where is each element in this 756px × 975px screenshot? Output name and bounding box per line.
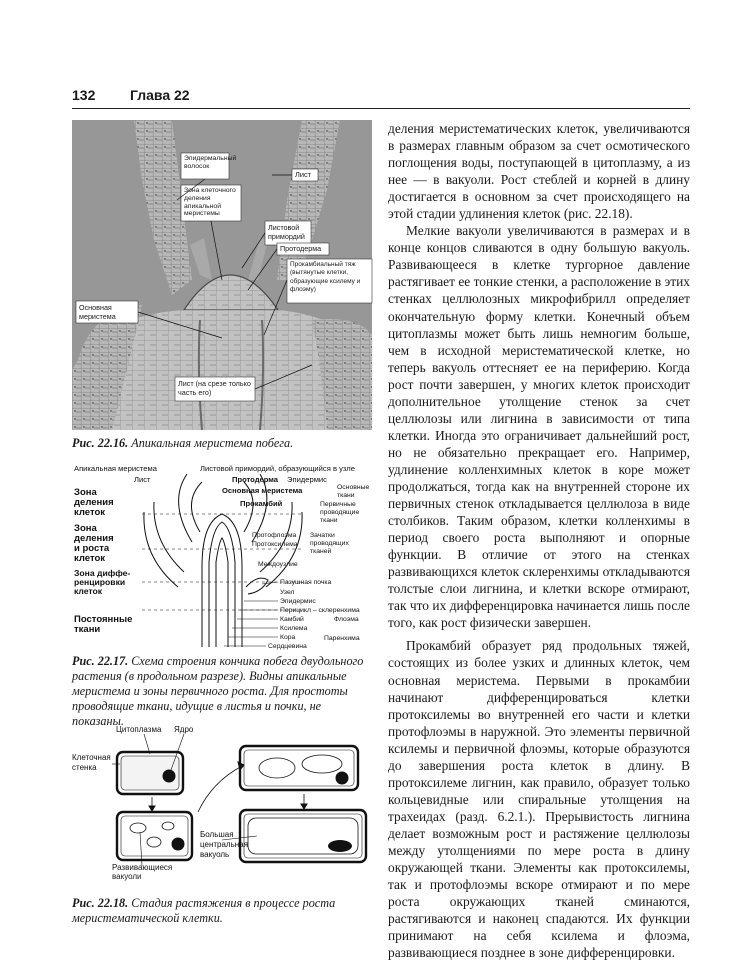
caption-text: Схема строения кончика побега двудольного растения (в продольном разрезе). Видны апикальные меристема и зоны первичного роста. Для простоты проводящие ткани, идущие в листья и почки, не показаны. <box>72 654 364 728</box>
label-ground-meristem: Основная меристема <box>79 303 116 321</box>
page-header <box>72 80 690 109</box>
label-protoderm: Протодерма <box>280 244 322 253</box>
label-epidermal-hair: Эпидермальный волосок <box>184 155 237 170</box>
label-procambium: Прокамбий <box>240 499 283 508</box>
label-cortex: Кора <box>280 634 296 641</box>
label-protoxylem: Протоксилема <box>252 541 298 548</box>
caption-text: Апикальная меристема побега. <box>131 436 294 450</box>
caption-text: Стадия растяжения в процессе роста меристематической клетки. <box>72 896 336 925</box>
caption-22-17 <box>72 654 372 729</box>
zone-division-growth: Зона деления и роста клеток <box>74 523 114 564</box>
figure-22-18 <box>72 724 372 879</box>
label-parenchyma: Паренхима <box>324 635 360 642</box>
label-cytoplasm: Цитоплазма <box>116 725 162 734</box>
label-axillary-bud: Пазушная почка <box>280 579 332 586</box>
label-protophloem: Протофлоэма <box>252 532 297 539</box>
label-leaf: Лист <box>134 475 151 484</box>
label-epidermis: Эпидермис <box>287 475 327 484</box>
caption-number: Рис. 22.17. <box>72 654 129 668</box>
label-leaf-primordium: Листовой примордий <box>268 223 305 241</box>
zone-division: Зона деления клеток <box>74 487 114 518</box>
label-pericycle: Перицикл – склеренхима <box>280 607 360 614</box>
cell-elongation-diagram <box>72 724 372 874</box>
label-cambium: Камбий <box>280 616 304 623</box>
shoot-tip-diagram <box>72 462 372 650</box>
zone-differentiation: Зона диффе-ренцировки клеток <box>74 568 131 596</box>
label-procambial-strand: Прокамбиальный тяж (вытянутые клетки, образующие ксилему и флоэму) <box>290 261 361 294</box>
label-forming-primordium: Листовой примордий, образующийся в узле <box>200 464 355 473</box>
label-ground-tissue: Основные ткани <box>337 484 370 499</box>
label-phloem: Флоэма <box>334 616 359 623</box>
caption-22-18 <box>72 896 372 926</box>
zone-permanent: Постоянные ткани <box>74 614 133 635</box>
label-vacuoles-line2: вакуоли <box>112 872 142 881</box>
label-xylem: Ксилема <box>280 625 308 632</box>
label-cell-wall: Клеточная стенка <box>72 753 111 772</box>
label-protoderm-2: Протодерма <box>232 475 279 484</box>
body-text <box>388 120 690 961</box>
page-number: 132 <box>72 87 96 103</box>
apical-meristem-micrograph <box>72 120 372 430</box>
label-pith: Сердцевина <box>268 643 307 650</box>
label-developing-vacuoles: Развивающиеся <box>112 863 173 872</box>
label-division-zone: Зона клеточного деления апикальной меристемы <box>184 187 236 218</box>
caption-number: Рис. 22.16. <box>72 436 129 450</box>
caption-number: Рис. 22.18. <box>72 896 129 910</box>
chapter-title: Глава 22 <box>130 87 190 103</box>
label-epidermis-2: Эпидермис <box>280 598 316 605</box>
label-apical-meristem: Апикальная меристема <box>74 464 157 473</box>
paragraph-2: Мелкие вакуоли увеличиваются в размерах и в конце концов сливаются в одну большую вакуоль. Развивающееся в клетке тургорное давление растягивает ее тонкие стенки, а расположение в этих стенках целлюлозных микрофибрилл определяет окончательную форму клетки. Конечный объем цитоплазмы может быть лишь немногим больше, чем в исходной меристематической клетке, но теперь вакуоль оттесняет ее на периферию. Когда рост почти завершен, у многих клеток происходит дополнительное утолщение стенок за счет целлюлозы или лигнина в зависимости от типа клетки. Иногда это ограничивает дальнейший рост, но не обязательно прекращает его. Например, удлинение колленхимных клеток в коре может продолжаться, тогда как на внутренней стороне их первичных стенок откладывается целлюлоза в виде столбиков. Таким образом, клетки колленхимы в период своего роста выполняют и опорные функции. В отличие от этого на стенках развивающихся клеток склеренхимы откладываются толстые слои лигнина, и клетки вскоре отмирают, так что их дифференцировка начинается лишь после того, как рост физически завершен. <box>388 223 690 631</box>
label-ground-meristem-2: Основная меристема <box>222 486 303 495</box>
paragraph-1: деления меристематических клеток, увеличиваются в размерах главным образом за счет осмотического поглощения воды, поступающей в цитоплазму, а из нее — в вакуоли. Рост стеблей и корней в длину достигается в основном за счет происходящего на этой стадии удлинения клеток (рис. 22.18). <box>388 121 690 222</box>
label-nucleus: Ядро <box>174 725 194 734</box>
paragraph-3: Прокамбий образует ряд продольных тяжей, состоящих из более узких и длинных клеток, чем основная меристема. Первыми в прокамбии начинают дифференцироваться клетки протоксилемы во внутренней его части и клетки протофлоэмы в наружной. Это элементы первичной ксилемы и первичной флоэмы, которые образуются до завершения роста клеток в длину. В протоксилеме лигнин, как правило, образует только кольцевидные или спиральные утолщения на трахеидах (разд. 6.2.1.). Прерывистость лигнина делает возможным рост и растяжение целлюлозы между утолщениями по мере роста в длину окружающей ткани. Элементы как протоксилемы, так и протофлоэмы вскоре отмирают и по мере роста окружающих тканей сминаются, растягиваются и наконец спадаются. Их функции принимают на себя ксилема и флоэма, развивающиеся позднее в зоне дифференцировки. <box>388 638 690 961</box>
label-rudiments: Зачатки проводящих тканей <box>310 532 349 555</box>
figure-22-16 <box>72 120 372 435</box>
label-leaf-top: Лист <box>295 170 312 179</box>
label-node: Узел <box>280 589 295 596</box>
label-internode: Междоузлие <box>258 561 298 568</box>
caption-22-16 <box>72 436 372 451</box>
label-primary-conducting: Первичные проводящие ткани <box>320 501 360 524</box>
label-leaf-cut: Лист (на срезе только часть его) <box>178 379 251 397</box>
figure-22-17 <box>72 462 372 655</box>
label-large-vacuole: Большая центральная вакуоль <box>200 830 248 859</box>
